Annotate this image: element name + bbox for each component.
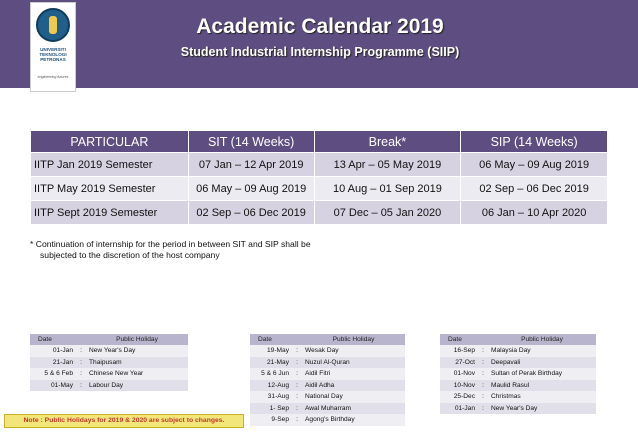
list-item bbox=[250, 368, 405, 380]
column-header-break: Break* bbox=[314, 131, 461, 153]
holiday-date-header: Date bbox=[30, 334, 76, 345]
holiday-header-row bbox=[30, 334, 188, 345]
list-item bbox=[440, 345, 596, 357]
holiday-separator: : bbox=[478, 403, 488, 415]
page-subtitle: Student Industrial Internship Programme (SIIP) bbox=[180, 45, 460, 59]
holiday-separator: : bbox=[292, 414, 302, 426]
logo-tagline: engineering futures bbox=[37, 75, 69, 79]
holiday-date: 5 & 6 Feb bbox=[30, 368, 76, 380]
break-cell: 10 Aug – 01 Sep 2019 bbox=[314, 177, 461, 201]
list-item bbox=[30, 345, 188, 357]
footnote-line: subjected to the discretion of the host company bbox=[40, 250, 220, 260]
holiday-date: 12-Aug bbox=[250, 380, 292, 392]
break-cell: 07 Dec – 05 Jan 2020 bbox=[314, 201, 461, 225]
holiday-separator: : bbox=[292, 357, 302, 369]
sip-cell: 02 Sep – 06 Dec 2019 bbox=[461, 177, 608, 201]
holiday-date: 9-Sep bbox=[250, 414, 292, 426]
holiday-name: Maulid Rasul bbox=[488, 380, 596, 392]
holiday-date: 27-Oct bbox=[440, 357, 478, 369]
holiday-name-header: Public Holiday bbox=[86, 334, 188, 345]
list-item bbox=[250, 357, 405, 369]
holiday-separator: : bbox=[292, 380, 302, 392]
holiday-date-header: Date bbox=[440, 334, 478, 345]
holiday-name: Labour Day bbox=[86, 380, 188, 392]
holiday-name: Aidil Adha bbox=[302, 380, 405, 392]
university-logo bbox=[30, 2, 76, 92]
holiday-separator: : bbox=[478, 368, 488, 380]
holiday-date: 10-Nov bbox=[440, 380, 478, 392]
holiday-separator: : bbox=[292, 345, 302, 357]
holiday-name: Nuzul Al-Quran bbox=[302, 357, 405, 369]
holiday-sep-header bbox=[478, 334, 488, 345]
table-row bbox=[31, 177, 608, 201]
list-item bbox=[250, 380, 405, 392]
holiday-name-header: Public Holiday bbox=[302, 334, 405, 345]
holiday-date: 1- Sep bbox=[250, 403, 292, 415]
calendar-header-row bbox=[31, 131, 608, 153]
list-item bbox=[250, 391, 405, 403]
list-item bbox=[440, 391, 596, 403]
holiday-separator: : bbox=[292, 391, 302, 403]
page-title: Academic Calendar 2019 bbox=[196, 15, 444, 38]
footnote-line: * Continuation of internship for the period in between SIT and SIP shall be bbox=[30, 239, 311, 249]
holiday-separator: : bbox=[76, 357, 86, 369]
list-item bbox=[250, 345, 405, 357]
holiday-separator: : bbox=[292, 368, 302, 380]
holiday-name: Aidil Fitri bbox=[302, 368, 405, 380]
list-item bbox=[440, 357, 596, 369]
holiday-header-row bbox=[250, 334, 405, 345]
list-item bbox=[440, 380, 596, 392]
holiday-name: Thaipusam bbox=[86, 357, 188, 369]
logo-text: UNIVERSITI TEKNOLOGI PETRONAS bbox=[39, 47, 67, 62]
holiday-separator: : bbox=[478, 357, 488, 369]
holiday-name: Deepavali bbox=[488, 357, 596, 369]
holiday-table-3 bbox=[440, 334, 596, 414]
holiday-separator: : bbox=[76, 345, 86, 357]
column-header-particular: PARTICULAR bbox=[31, 131, 189, 153]
holiday-name: Wesak Day bbox=[302, 345, 405, 357]
list-item bbox=[30, 368, 188, 380]
holiday-separator: : bbox=[292, 403, 302, 415]
footnote bbox=[30, 239, 311, 261]
holiday-table-2 bbox=[250, 334, 405, 426]
holiday-name: New Year's Day bbox=[488, 403, 596, 415]
sip-cell: 06 May – 09 Aug 2019 bbox=[461, 153, 608, 177]
sip-cell: 06 Jan – 10 Apr 2020 bbox=[461, 201, 608, 225]
holiday-date: 5 & 6 Jun bbox=[250, 368, 292, 380]
list-item bbox=[440, 368, 596, 380]
column-header-sit: SIT (14 Weeks) bbox=[188, 131, 314, 153]
holiday-date-header: Date bbox=[250, 334, 292, 345]
calendar-table bbox=[30, 130, 608, 225]
holiday-sep-header bbox=[292, 334, 302, 345]
holiday-date: 25-Dec bbox=[440, 391, 478, 403]
sit-cell: 06 May – 09 Aug 2019 bbox=[188, 177, 314, 201]
list-item bbox=[30, 357, 188, 369]
column-header-sip: SIP (14 Weeks) bbox=[461, 131, 608, 153]
header-banner bbox=[0, 0, 638, 88]
holiday-date: 21-Jan bbox=[30, 357, 76, 369]
holiday-header-row bbox=[440, 334, 596, 345]
table-row bbox=[31, 201, 608, 225]
holiday-date: 21-May bbox=[250, 357, 292, 369]
holiday-separator: : bbox=[76, 368, 86, 380]
holiday-change-note: Note : Public Holidays for 2019 & 2020 are subject to changes. bbox=[4, 414, 244, 428]
holiday-name-header: Public Holiday bbox=[488, 334, 596, 345]
semester-cell: IITP Jan 2019 Semester bbox=[31, 153, 189, 177]
holiday-name: Christmas bbox=[488, 391, 596, 403]
holiday-separator: : bbox=[478, 380, 488, 392]
holiday-separator: : bbox=[76, 380, 86, 392]
holiday-date: 19-May bbox=[250, 345, 292, 357]
sit-cell: 07 Jan – 12 Apr 2019 bbox=[188, 153, 314, 177]
holiday-name: Awal Muharram bbox=[302, 403, 405, 415]
semester-cell: IITP Sept 2019 Semester bbox=[31, 201, 189, 225]
semester-cell: IITP May 2019 Semester bbox=[31, 177, 189, 201]
holiday-separator: : bbox=[478, 345, 488, 357]
break-cell: 13 Apr – 05 May 2019 bbox=[314, 153, 461, 177]
holiday-sep-header bbox=[76, 334, 86, 345]
holiday-name: Malaysia Day bbox=[488, 345, 596, 357]
utp-emblem-icon bbox=[36, 8, 70, 42]
holiday-date: 16-Sep bbox=[440, 345, 478, 357]
holiday-table-1 bbox=[30, 334, 188, 391]
list-item bbox=[440, 403, 596, 415]
holiday-name: National Day bbox=[302, 391, 405, 403]
holiday-date: 01-Jan bbox=[440, 403, 478, 415]
holiday-name: Chinese New Year bbox=[86, 368, 188, 380]
holiday-date: 01-Jan bbox=[30, 345, 76, 357]
list-item bbox=[250, 414, 405, 426]
holiday-date: 01-Nov bbox=[440, 368, 478, 380]
holiday-separator: : bbox=[478, 391, 488, 403]
sit-cell: 02 Sep – 06 Dec 2019 bbox=[188, 201, 314, 225]
holiday-name: New Year's Day bbox=[86, 345, 188, 357]
holiday-name: Sultan of Perak Birthday bbox=[488, 368, 596, 380]
holiday-name: Agong's Birthday bbox=[302, 414, 405, 426]
list-item bbox=[250, 403, 405, 415]
holiday-date: 01-May bbox=[30, 380, 76, 392]
list-item bbox=[30, 380, 188, 392]
holiday-date: 31-Aug bbox=[250, 391, 292, 403]
table-row bbox=[31, 153, 608, 177]
